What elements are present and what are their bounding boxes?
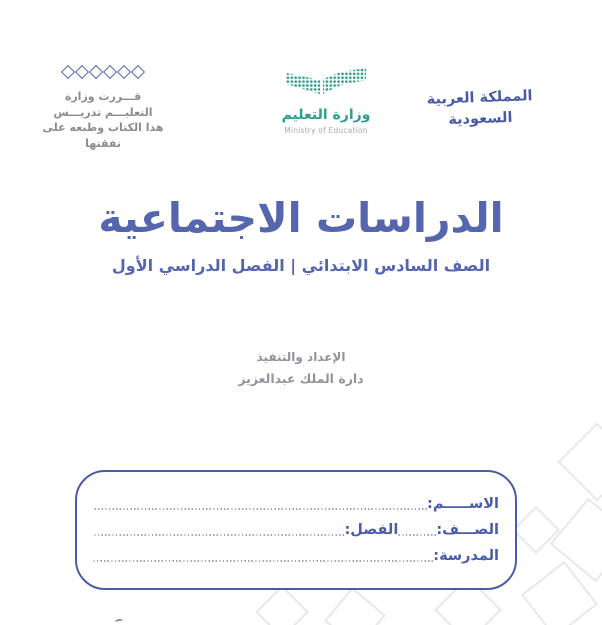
decision-text-line1: قـــررت وزارة التعليـــم تدريـــس <box>53 90 153 119</box>
credits-line2: دارة الملك عبدالعزيز <box>238 371 364 386</box>
diamonds-icon <box>40 66 166 81</box>
school-label: المدرسة: <box>433 548 499 564</box>
education-ministry-decision-mark <box>40 66 166 151</box>
ministry-english-name: Ministry of Education <box>284 126 368 135</box>
ministry-arabic-name: وزارة التعليم <box>281 107 371 123</box>
credits <box>0 350 602 386</box>
ministry-of-education-logo <box>280 68 372 135</box>
section-label: الفصل: <box>344 522 399 538</box>
ministry-logo-dots-icon <box>286 68 366 96</box>
book-title: الدراسات الاجتماعية <box>98 194 504 242</box>
book-subtitle: الصف السادس الابتدائي | الفصل الدراسي الأول <box>111 256 491 275</box>
saudi-arabia-emblem: المملكة العربية السعودية <box>426 88 533 129</box>
grade-label: الصـــف: <box>436 522 499 538</box>
credits-line1: الإعداد والتنفيذ <box>256 350 346 364</box>
name-label: الاســـــم: <box>427 496 499 512</box>
decision-text-line2: هذا الكتاب وطبعه على نفقتها <box>42 121 164 150</box>
